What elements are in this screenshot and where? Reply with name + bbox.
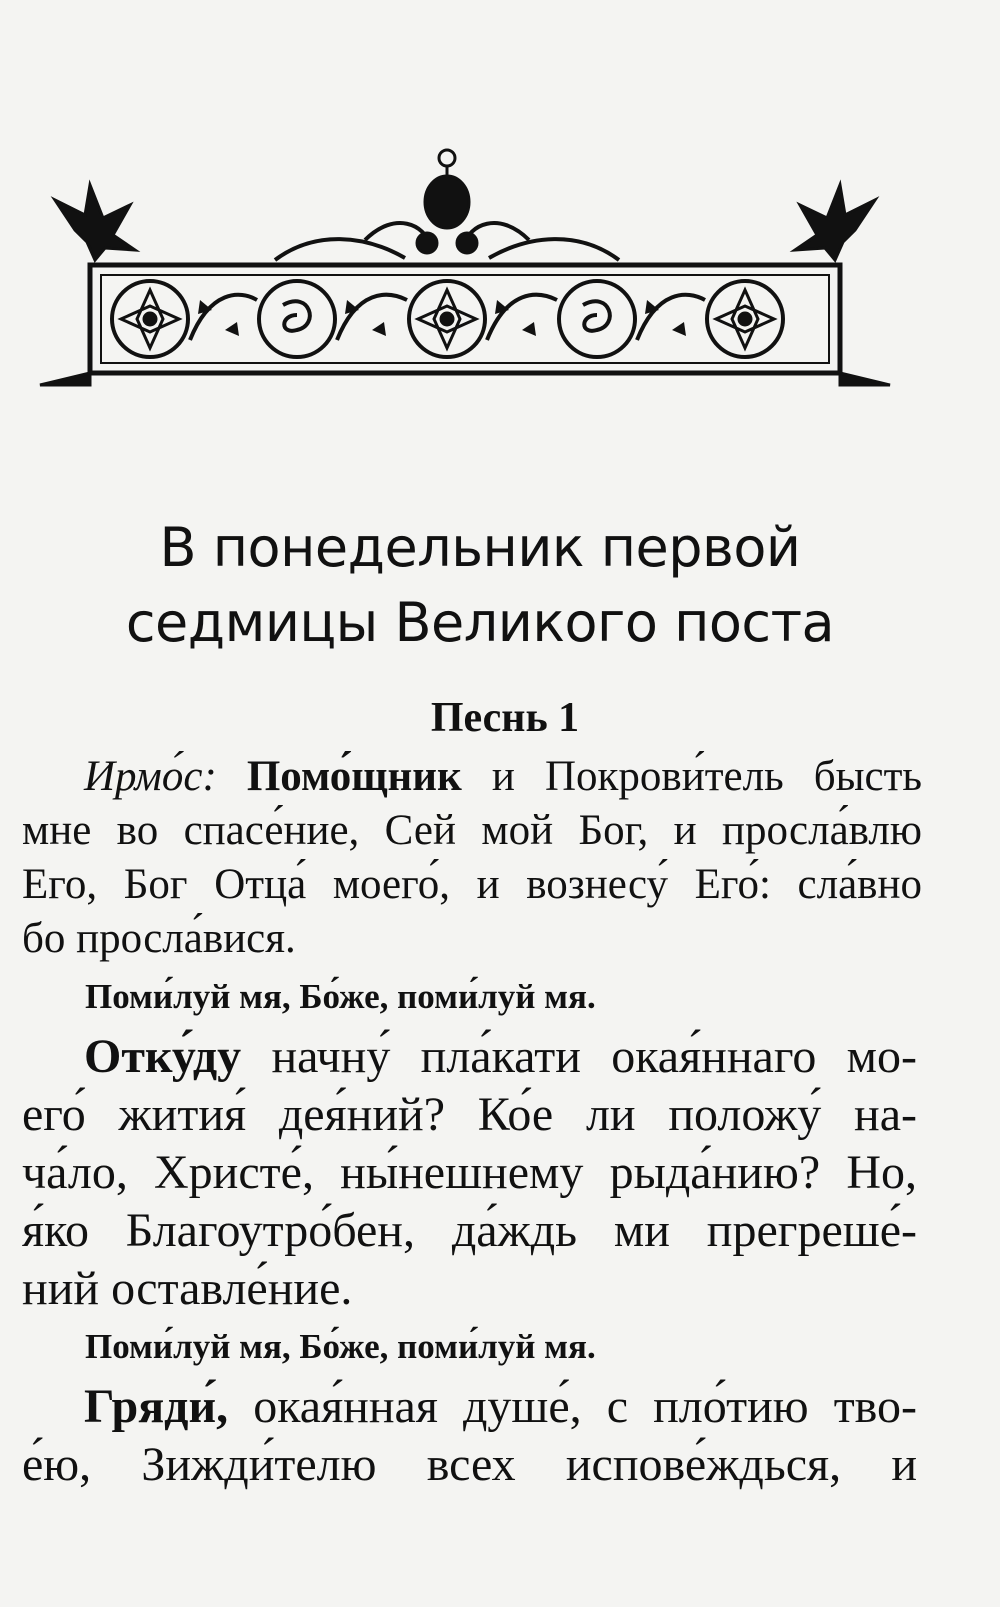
irmos-first-word: Помо́щник (246, 753, 462, 800)
troparion-line: его́ жития́ дея́ний? Ко́е ли положу́ на- (22, 1088, 917, 1141)
troparion-line: ча́ло, Христе́, ны́нешнему рыда́нию? Но, (22, 1146, 917, 1199)
irmos-paragraph (22, 750, 922, 966)
ornamental-headpiece (35, 140, 895, 410)
page-title-line-2: седмицы Великого поста (125, 591, 835, 654)
troparion-line-rest: окая́нная душе́, с пло́тию тво- (228, 1380, 917, 1433)
irmos-label: Ирмо́с: (84, 753, 217, 800)
troparion-line: я́ко Благоутро́бен, да́ждь ми прегреше́- (22, 1204, 917, 1257)
irmos-line (22, 750, 922, 804)
irmos-line: мне во спасе́ние, Сей мой Бог, и просла́влю (22, 807, 922, 854)
refrain: Поми́луй мя, Бо́же, поми́луй мя. (85, 1327, 596, 1366)
irmos-line: бо просла́вися. (22, 915, 296, 962)
troparion-line (22, 1378, 917, 1436)
initial-word: Отку́ду (84, 1030, 242, 1083)
page-title-line-1: В понедельник первой (159, 516, 801, 579)
irmos-line: Его, Бог Отца́ моего́, и вознесу́ Его́: сла́вно (22, 861, 922, 908)
refrain: Поми́луй мя, Бо́же, поми́луй мя. (85, 977, 596, 1016)
troparion-line: ний оставле́ние. (22, 1262, 353, 1315)
initial-word: Гряди́, (84, 1380, 229, 1433)
troparion-1 (22, 1028, 917, 1318)
irmos-line-rest: и Покрови́тель бысть (461, 753, 922, 800)
ode-heading: Песнь 1 (430, 695, 580, 741)
troparion-2 (22, 1378, 917, 1494)
troparion-line-rest: начну́ пла́кати окая́ннаго мо- (241, 1030, 917, 1083)
troparion-line (22, 1028, 917, 1086)
troparion-line: е́ю, Зижди́телю всех испове́ждься, и (22, 1438, 917, 1491)
